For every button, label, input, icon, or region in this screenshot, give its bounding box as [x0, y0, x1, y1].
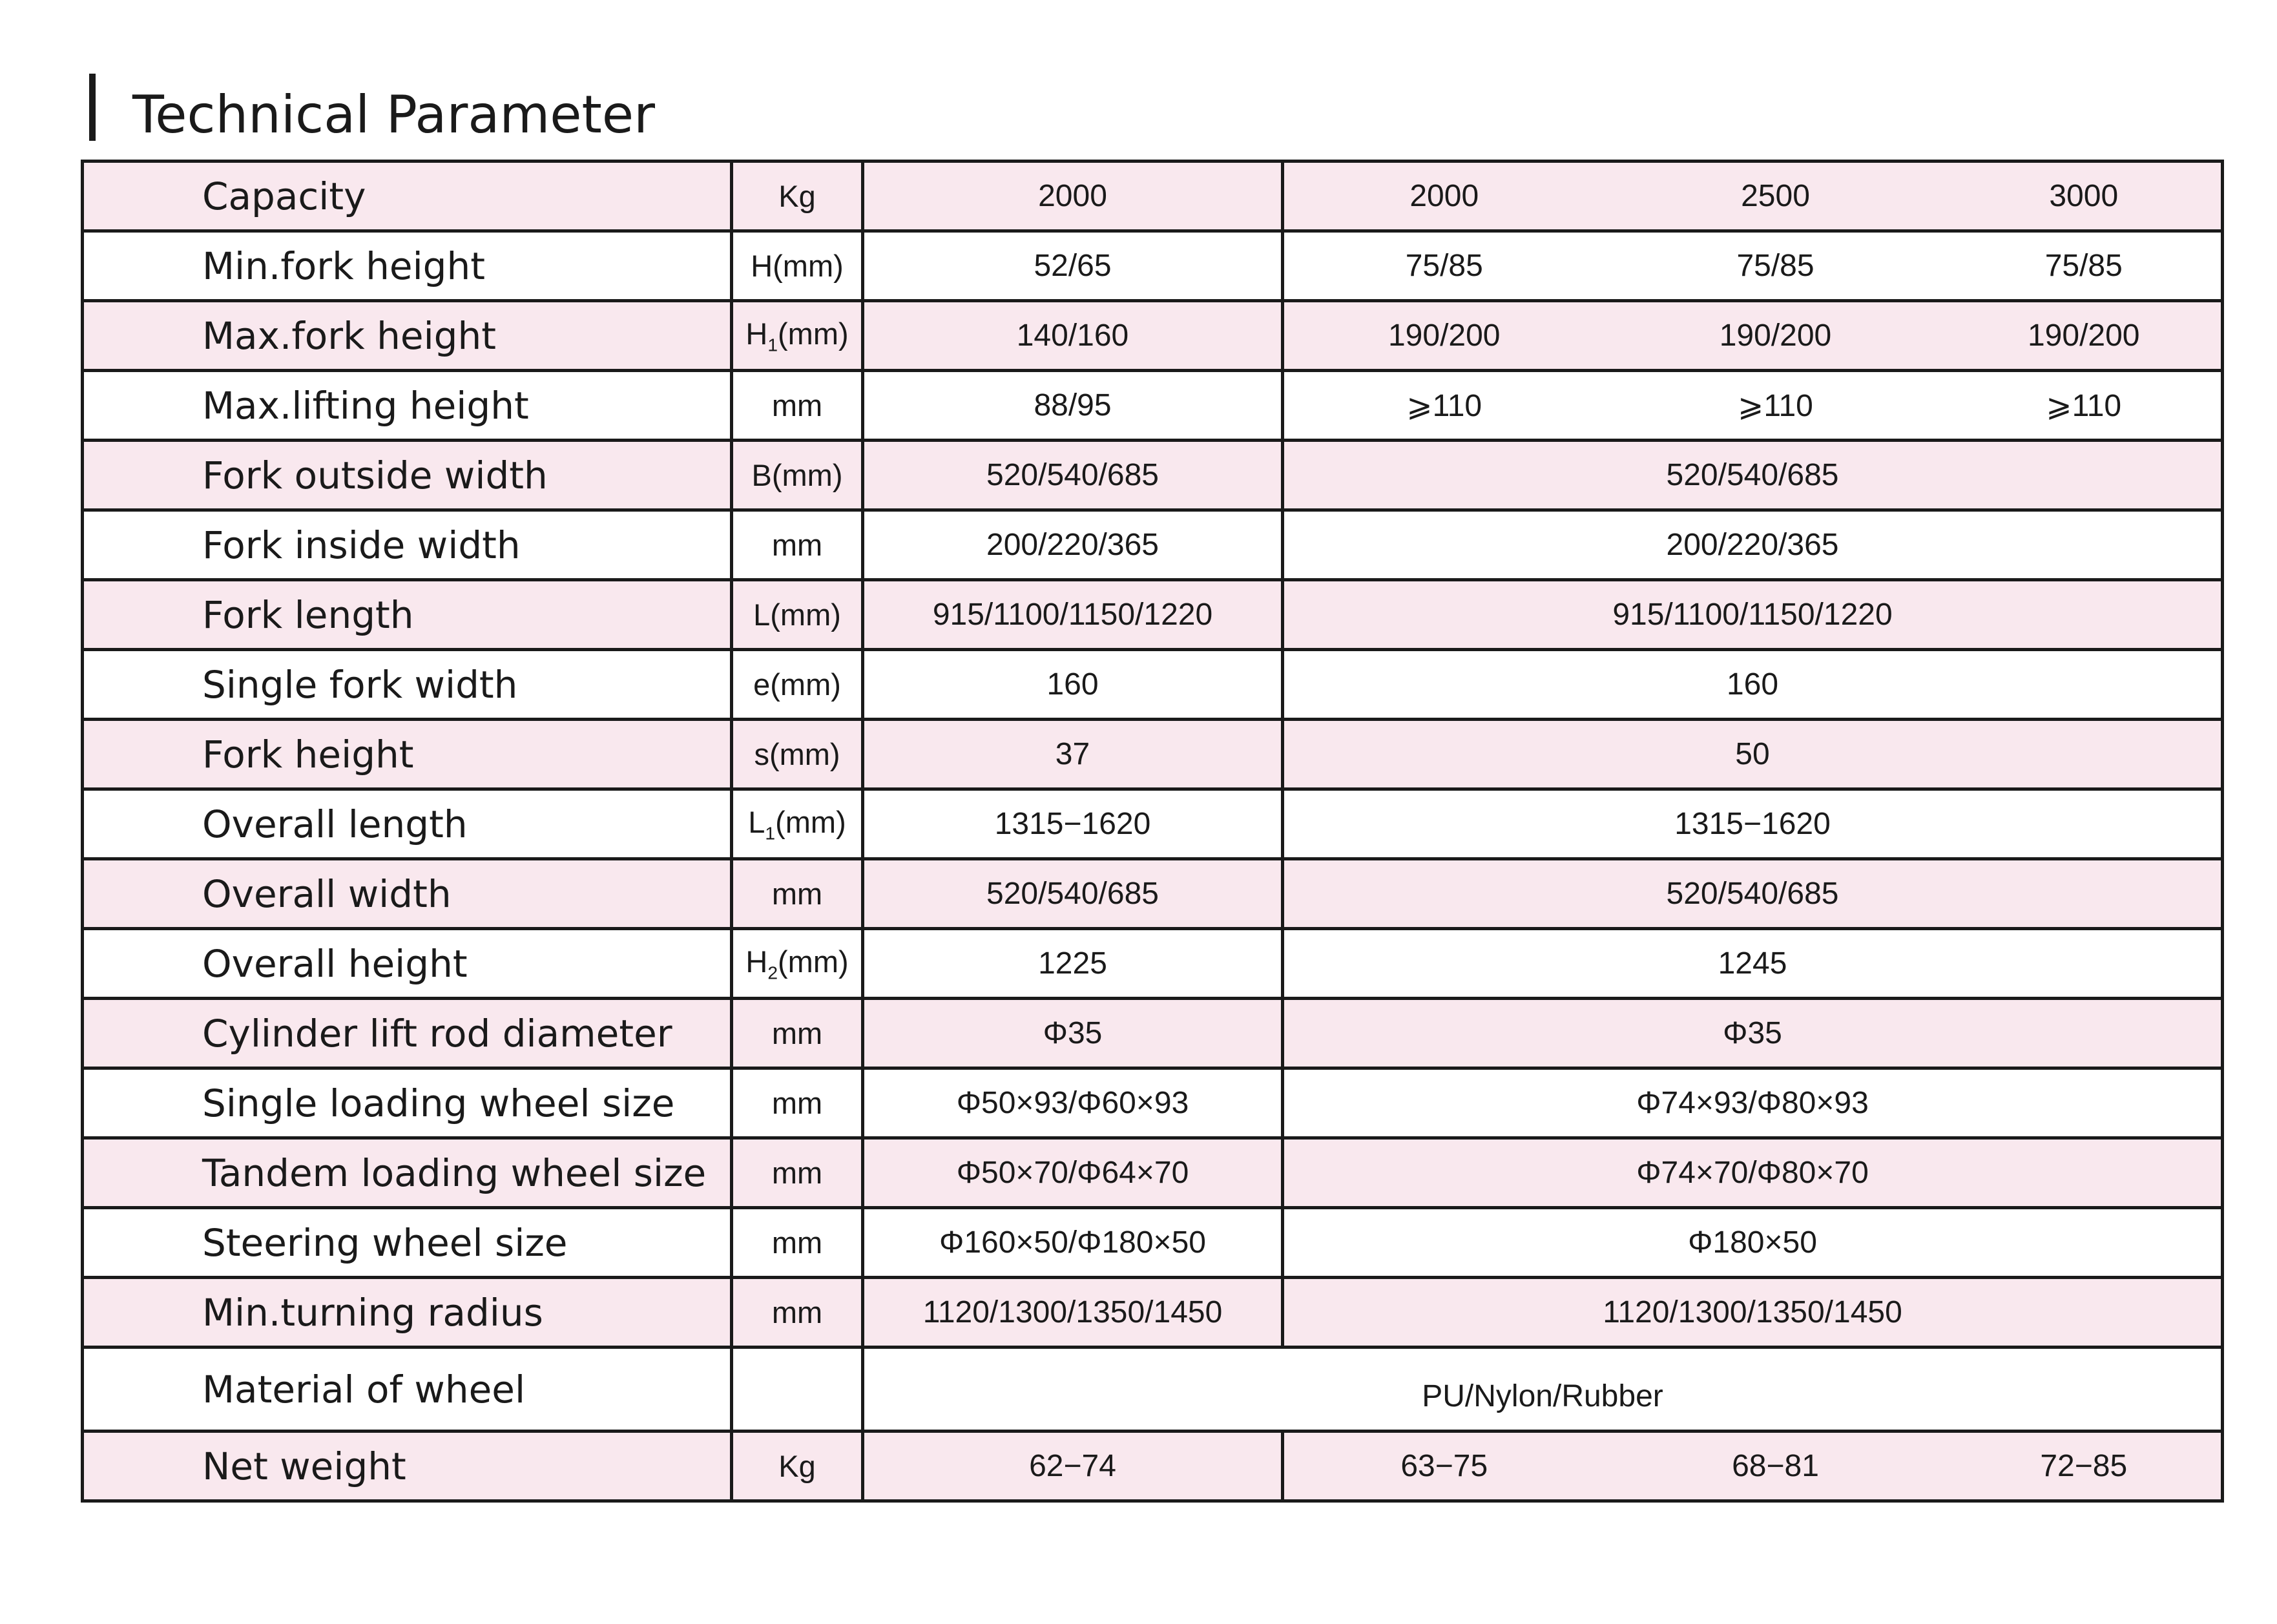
unit-cell: e(mm)	[732, 650, 863, 720]
technical-parameter-table	[81, 160, 2224, 1503]
table-row	[83, 1348, 2223, 1431]
param-label: Fork inside width	[83, 510, 732, 580]
table-row	[83, 161, 2223, 231]
unit-cell: mm	[732, 859, 863, 929]
value-cell-merged: PU/Nylon/Rubber	[863, 1348, 2223, 1431]
table-row	[83, 371, 2223, 441]
unit-cell	[732, 1348, 863, 1431]
value-cell: 75/85	[1947, 231, 2223, 301]
unit-cell: s(mm)	[732, 720, 863, 789]
table-row	[83, 1138, 2223, 1208]
value-cell: 160	[863, 650, 1283, 720]
value-cell: 190/200	[1605, 301, 1947, 371]
table-row	[83, 1208, 2223, 1278]
value-cell: 68−81	[1605, 1431, 1947, 1501]
value-cell: 75/85	[1605, 231, 1947, 301]
value-cell: Φ160×50/Φ180×50	[863, 1208, 1283, 1278]
value-cell-merged: Φ74×93/Φ80×93	[1283, 1068, 2223, 1138]
value-cell-merged: Φ180×50	[1283, 1208, 2223, 1278]
value-cell-merged: 1315−1620	[1283, 789, 2223, 859]
table-row	[83, 720, 2223, 789]
value-cell: 88/95	[863, 371, 1283, 441]
param-label: Fork height	[83, 720, 732, 789]
param-label: Overall length	[83, 789, 732, 859]
unit-cell: B(mm)	[732, 441, 863, 510]
param-label: Tandem loading wheel size	[83, 1138, 732, 1208]
table-row	[83, 1278, 2223, 1348]
value-cell-merged: 1245	[1283, 929, 2223, 999]
unit-cell: Kg	[732, 161, 863, 231]
table-row	[83, 231, 2223, 301]
param-label: Cylinder lift rod diameter	[83, 999, 732, 1068]
value-cell: 63−75	[1283, 1431, 1605, 1501]
unit-cell: $L_1(mm)$	[732, 789, 863, 859]
value-cell: ⩾110	[1283, 371, 1605, 441]
value-cell: 1225	[863, 929, 1283, 999]
value-cell: 62−74	[863, 1431, 1283, 1501]
unit-cell: mm	[732, 1208, 863, 1278]
value-cell: 200/220/365	[863, 510, 1283, 580]
unit-cell: mm	[732, 371, 863, 441]
param-label: Steering wheel size	[83, 1208, 732, 1278]
unit-cell: mm	[732, 510, 863, 580]
param-label: Material of wheel	[83, 1348, 732, 1431]
value-cell-merged: 160	[1283, 650, 2223, 720]
value-cell: 1120/1300/1350/1450	[863, 1278, 1283, 1348]
value-cell: 37	[863, 720, 1283, 789]
table-row	[83, 580, 2223, 650]
table-row	[83, 441, 2223, 510]
unit-cell: mm	[732, 1278, 863, 1348]
table-row	[83, 650, 2223, 720]
param-label: Overall width	[83, 859, 732, 929]
param-label: Net weight	[83, 1431, 732, 1501]
value-cell: 520/540/685	[863, 441, 1283, 510]
value-cell: 1315−1620	[863, 789, 1283, 859]
table-row	[83, 1431, 2223, 1501]
table-row	[83, 1068, 2223, 1138]
value-cell: Φ35	[863, 999, 1283, 1068]
table-row	[83, 301, 2223, 371]
value-cell: Φ50×93/Φ60×93	[863, 1068, 1283, 1138]
param-label: Max.fork height	[83, 301, 732, 371]
unit-cell: H(mm)	[732, 231, 863, 301]
value-cell: 72−85	[1947, 1431, 2223, 1501]
value-cell: 2500	[1605, 161, 1947, 231]
value-cell-merged: 520/540/685	[1283, 441, 2223, 510]
title-accent-bar	[89, 74, 96, 141]
value-cell-merged: 1120/1300/1350/1450	[1283, 1278, 2223, 1348]
table-row	[83, 999, 2223, 1068]
value-cell: 915/1100/1150/1220	[863, 580, 1283, 650]
unit-cell: mm	[732, 1138, 863, 1208]
value-cell: Φ50×70/Φ64×70	[863, 1138, 1283, 1208]
param-label: Overall height	[83, 929, 732, 999]
table-row	[83, 859, 2223, 929]
unit-cell: mm	[732, 999, 863, 1068]
unit-cell: Kg	[732, 1431, 863, 1501]
table-row	[83, 929, 2223, 999]
value-cell: 140/160	[863, 301, 1283, 371]
page-title: Technical Parameter	[132, 85, 655, 145]
value-cell: 190/200	[1947, 301, 2223, 371]
unit-cell: L(mm)	[732, 580, 863, 650]
value-cell: ⩾110	[1947, 371, 2223, 441]
param-label: Min.fork height	[83, 231, 732, 301]
value-cell: 2000	[863, 161, 1283, 231]
param-label: Capacity	[83, 161, 732, 231]
param-label: Single loading wheel size	[83, 1068, 732, 1138]
param-label: Fork length	[83, 580, 732, 650]
value-cell-merged: 915/1100/1150/1220	[1283, 580, 2223, 650]
value-cell: 3000	[1947, 161, 2223, 231]
value-cell: 52/65	[863, 231, 1283, 301]
value-cell: 520/540/685	[863, 859, 1283, 929]
param-label: Single fork width	[83, 650, 732, 720]
table-row	[83, 789, 2223, 859]
value-cell: ⩾110	[1605, 371, 1947, 441]
value-cell-merged: 200/220/365	[1283, 510, 2223, 580]
value-cell-merged: 50	[1283, 720, 2223, 789]
value-cell-merged: Φ35	[1283, 999, 2223, 1068]
param-label: Fork outside width	[83, 441, 732, 510]
value-cell: 190/200	[1283, 301, 1605, 371]
unit-cell: mm	[732, 1068, 863, 1138]
value-cell: 75/85	[1283, 231, 1605, 301]
value-cell: 2000	[1283, 161, 1605, 231]
param-label: Min.turning radius	[83, 1278, 732, 1348]
value-cell-merged: 520/540/685	[1283, 859, 2223, 929]
value-cell-merged: Φ74×70/Φ80×70	[1283, 1138, 2223, 1208]
table-row	[83, 510, 2223, 580]
unit-cell: $H_1(mm)$	[732, 301, 863, 371]
param-label: Max.lifting height	[83, 371, 732, 441]
unit-cell: $H_2(mm)$	[732, 929, 863, 999]
